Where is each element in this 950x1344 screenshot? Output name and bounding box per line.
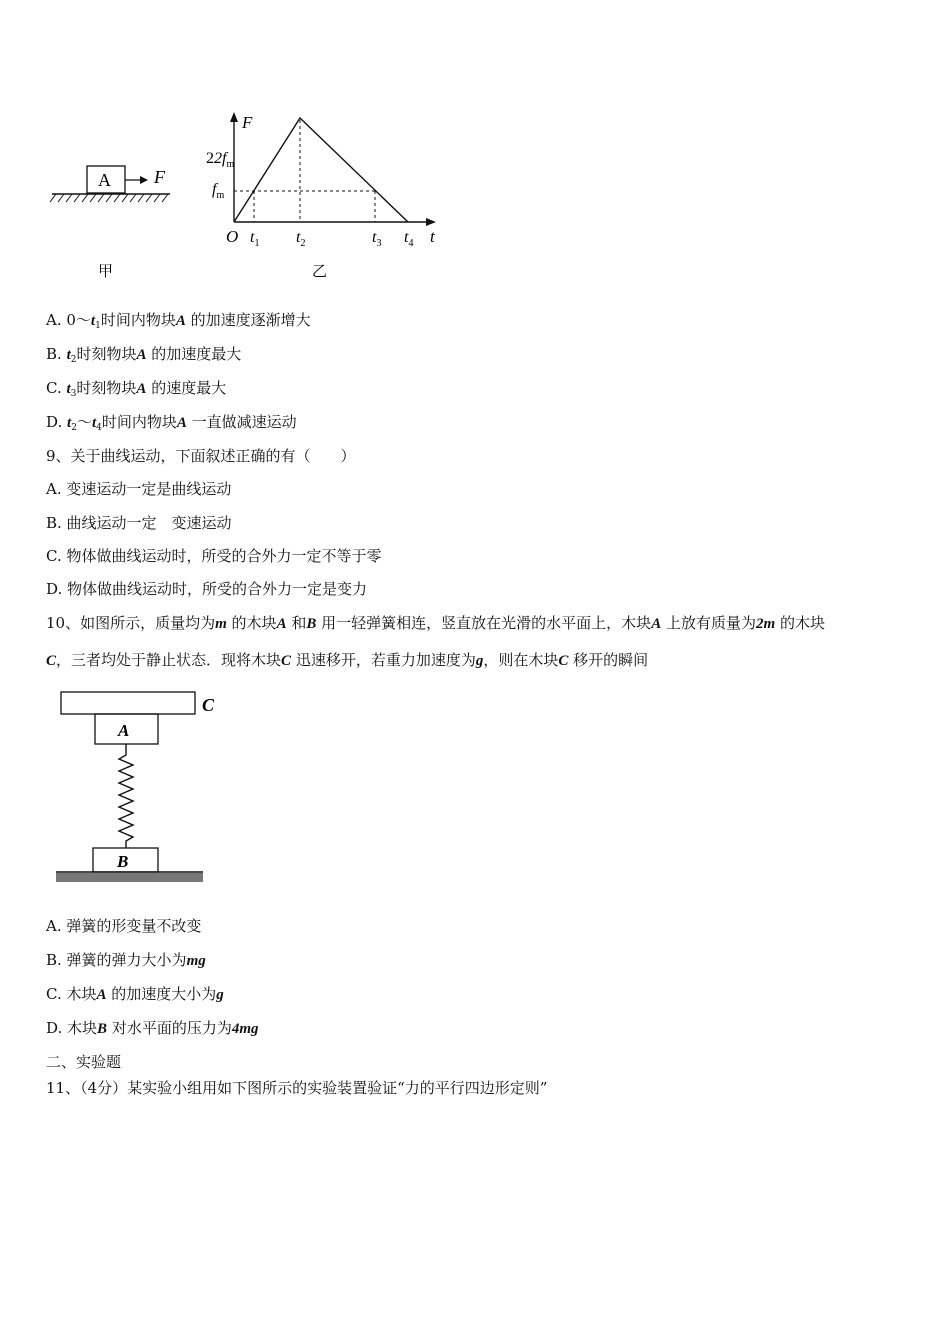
- q10-stem-line1: 10、如图所示，质量均为m 的木块A 和B 用一轻弹簧相连，竖直放在光滑的水平面上，木块A 上放有质量为2m 的木块: [46, 614, 825, 632]
- q10-stem-line2: C，三者均处于静止状态．现将木块C 迅速移开，若重力加速度为g，则在木块C 移开的瞬间: [46, 651, 649, 669]
- y-arrow-icon: [230, 112, 238, 122]
- q8-option-a: A. $0\sim t_1$时间内物块A 的加速度逐渐增大: [46, 311, 311, 331]
- tick-fm: $f_m$: [212, 181, 225, 201]
- q9-option-b: B. 曲线运动一定 变速运动: [46, 514, 232, 532]
- block-c-label: C: [202, 695, 215, 715]
- section-heading: 二、实验题: [46, 1053, 122, 1071]
- tick-t4: $t_4$: [404, 229, 414, 249]
- q10-option-c: C. 木块A 的加速度大小为g: [46, 985, 224, 1003]
- ground-hatch: [50, 194, 168, 202]
- tick-2fm: $22f_m$: [206, 150, 235, 170]
- q8-option-c: C. $t_3$时刻物块A 的速度最大: [46, 379, 227, 399]
- q8-option-d: D. $t_2\sim t_4$时间内物块A 一直做减速运动: [46, 413, 297, 433]
- q9-stem: 9、关于曲线运动，下面叙述正确的有（ ）: [46, 447, 356, 465]
- block-b-label: B: [117, 852, 129, 871]
- block-a-label: A: [98, 170, 111, 190]
- x-axis-label: t: [430, 227, 435, 246]
- q10-option-d: D. 木块B 对水平面的压力为4mg: [46, 1019, 259, 1037]
- caption-jia: 甲: [98, 264, 114, 280]
- q8-option-b: B. $t_2$时刻物块A 的加速度最大: [46, 345, 242, 365]
- q10-option-b: B. 弹簧的弹力大小为mg: [46, 951, 206, 969]
- q9-option-d: D. 物体做曲线运动时，所受的合外力一定是变力: [46, 580, 368, 598]
- tick-t1: $t_1$: [250, 229, 260, 249]
- q9-option-c: C. 物体做曲线运动时，所受的合外力一定不等于零: [46, 547, 382, 565]
- y-axis-label: F: [242, 113, 253, 132]
- q9-option-a: A. 变速运动一定是曲线运动: [46, 480, 232, 498]
- arrow-icon: [140, 176, 148, 184]
- figure-spring-blocks: [50, 685, 230, 895]
- force-curve: [234, 118, 408, 222]
- force-label: F: [154, 167, 165, 187]
- block-a-vertical-label: A: [118, 721, 130, 740]
- origin-label: O: [226, 227, 239, 246]
- tick-t2: $t_2$: [296, 229, 306, 249]
- caption-yi: 乙: [312, 264, 328, 280]
- ground-hatch-b: [56, 873, 203, 882]
- block-c: [61, 692, 195, 714]
- q11-stem: 11、（4分）某实验小组用如下图所示的实验装置验证“力的平行四边形定则”: [46, 1079, 548, 1097]
- x-arrow-icon: [426, 218, 436, 226]
- figure-jia: [40, 150, 190, 290]
- tick-t3: $t_3$: [372, 229, 382, 249]
- q10-option-a: A. 弹簧的形变量不改变: [46, 917, 202, 935]
- figure-yi: [200, 108, 450, 290]
- spring: [119, 744, 133, 848]
